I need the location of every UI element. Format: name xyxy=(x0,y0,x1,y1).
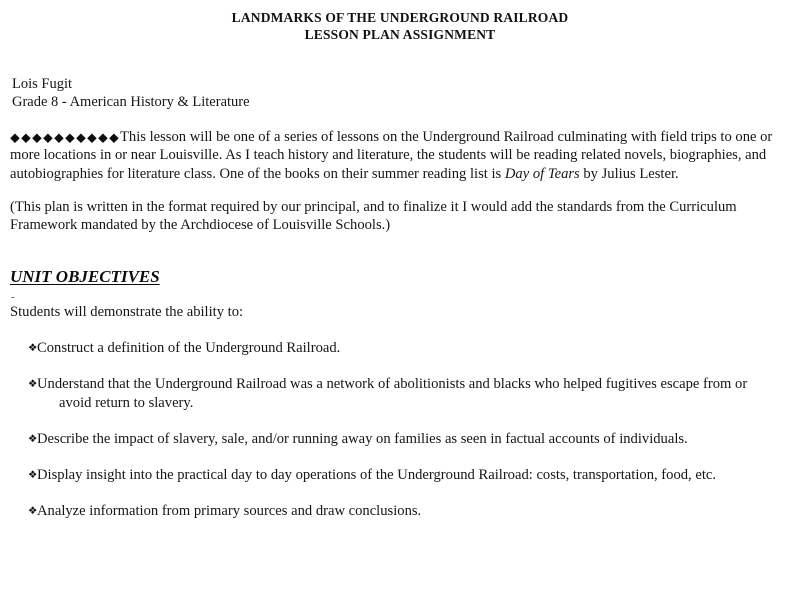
replacement-character-icon: ◆ xyxy=(21,129,32,145)
replacement-character-bullet-icon: ❖ xyxy=(28,342,38,355)
replacement-character-icon: ◆ xyxy=(65,129,76,145)
objectives-lead-in: Students will demonstrate the ability to: xyxy=(10,304,244,321)
list-item-line-2: avoid return to slavery. xyxy=(59,394,194,411)
replacement-character-icon: ◆ xyxy=(109,129,120,145)
list-item-line-1: Understand that the Underground Railroad was a network of abolitionists and blacks who helped fugitives escape from or xyxy=(37,376,748,393)
replacement-character-bullet-icon: ❖ xyxy=(28,378,38,391)
book-title-italic: Day of Tears xyxy=(504,165,580,182)
list-item xyxy=(28,375,790,412)
list-item-text: Construct a definition of the Underground Railroad. xyxy=(37,340,341,357)
list-item xyxy=(28,339,790,358)
replacement-character-icon: ◆ xyxy=(32,129,43,145)
replacement-character-bullet-icon: ❖ xyxy=(28,433,38,445)
title-line-secondary: LESSON PLAN ASSIGNMENT xyxy=(304,27,496,42)
unit-objectives-section xyxy=(0,249,800,521)
replacement-character-run xyxy=(10,129,120,144)
author-block xyxy=(0,76,800,111)
replacement-character-icon: ◆ xyxy=(98,129,109,145)
list-item xyxy=(28,430,790,449)
section-heading-unit-objectives: UNIT OBJECTIVES xyxy=(10,267,160,287)
parenthetical-note: (This plan is written in the format required by our principal, and to finalize it I would add the standards from the Curriculum Framework mandated by the Archdiocese of Louisville Schools.) xyxy=(10,198,737,234)
objectives-list xyxy=(0,339,800,521)
replacement-character-bullet-icon: ❖ xyxy=(28,505,38,518)
replacement-character-icon: ◆ xyxy=(76,129,87,145)
list-item-text xyxy=(37,375,790,412)
replacement-character-bullet-icon: ❖ xyxy=(28,469,38,482)
list-item-text: Describe the impact of slavery, sale, and/or running away on families as seen in factual accounts of individuals. xyxy=(37,431,688,447)
stray-hyphen-mark: - xyxy=(11,291,15,304)
author-name: Lois Fugit xyxy=(12,76,73,92)
list-item-text: Display insight into the practical day to day operations of the Underground Railroad: costs, transportation, food, etc. xyxy=(37,467,716,484)
replacement-character-icon: ◆ xyxy=(43,129,54,145)
replacement-character-icon: ◆ xyxy=(87,129,98,145)
list-item xyxy=(28,466,790,485)
intro-paragraph xyxy=(10,128,796,183)
replacement-character-icon: ◆ xyxy=(54,129,65,145)
intro-block xyxy=(0,128,800,235)
list-item xyxy=(28,502,790,521)
parenthetical-note-block xyxy=(10,198,796,235)
title-line-primary: LANDMARKS OF THE UNDERGROUND RAILROAD xyxy=(231,10,569,25)
document-title xyxy=(0,0,800,43)
intro-text-after-title: by Julius Lester. xyxy=(579,165,679,182)
replacement-character-icon: ◆ xyxy=(10,129,21,145)
list-item-text: Analyze information from primary sources and draw conclusions. xyxy=(37,503,422,520)
author-course: Grade 8 - American History & Literature xyxy=(12,93,250,110)
intro-text-before-title: This lesson will be one of a series of lessons on the Underground Railroad culminating with field trips to one or more locations in or near Louisville. As I teach history and literature, the students will be reading related novels, biographies, and autobiographies for literature class. One of the books on their summer reading list is xyxy=(10,129,773,182)
